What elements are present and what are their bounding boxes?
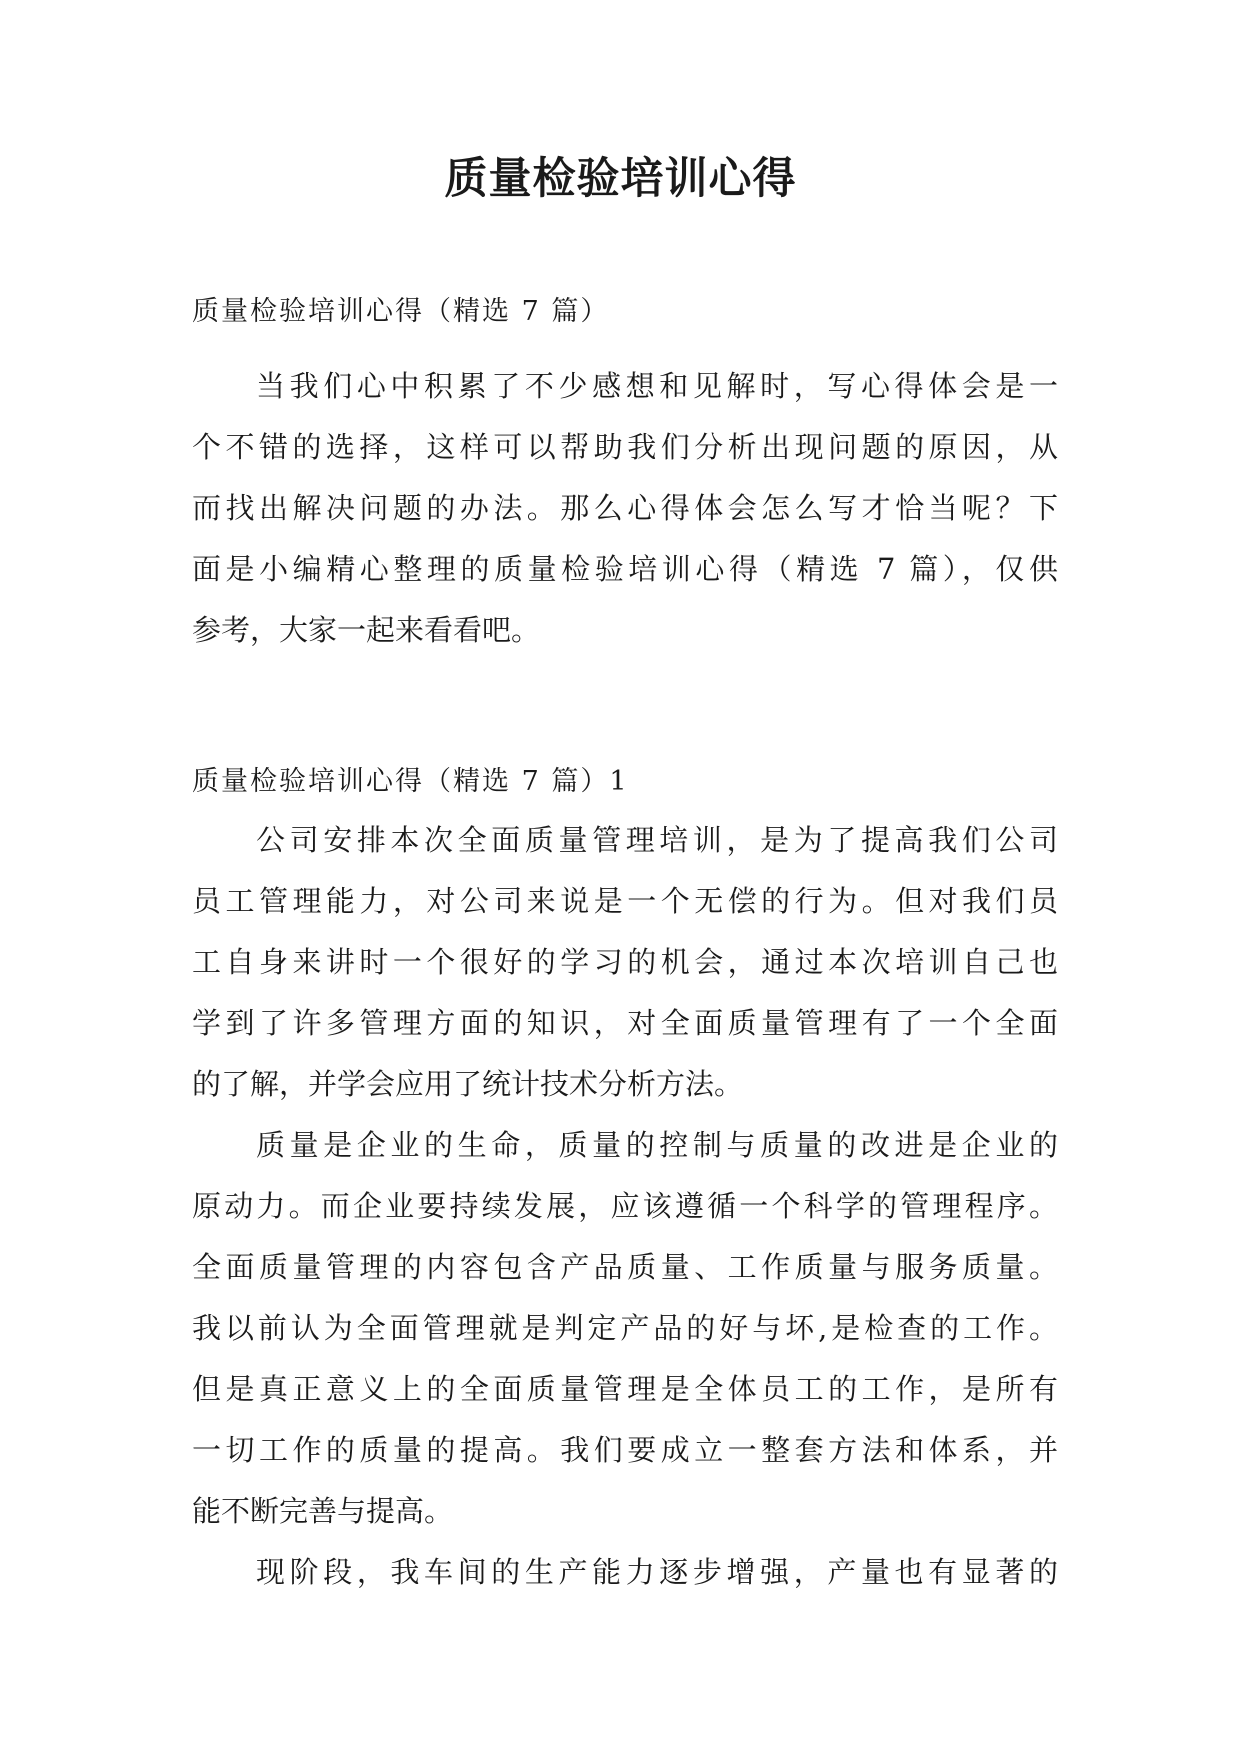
- intro-line: 面是小编精心整理的质量检验培训心得（精选 7 篇），仅供: [192, 552, 1058, 586]
- intro-paragraph: [192, 356, 1058, 661]
- intro-line: 参考，大家一起来看看吧。: [192, 613, 541, 647]
- document-subtitle: 质量检验培训心得（精选 7 篇）: [192, 296, 610, 327]
- paragraph-line: 但是真正意义上的全面质量管理是全体员工的工作，是所有: [192, 1372, 1058, 1406]
- paragraph-line: 员工管理能力，对公司来说是一个无偿的行为。但对我们员: [192, 884, 1058, 918]
- intro-line: 个不错的选择，这样可以帮助我们分析出现问题的原因，从: [192, 430, 1058, 464]
- intro-line: 而找出解决问题的办法。那么心得体会怎么写才恰当呢？下: [192, 491, 1058, 525]
- intro-line: 当我们心中积累了不少感想和见解时，写心得体会是一: [256, 369, 1058, 403]
- section-heading: 质量检验培训心得（精选 7 篇）1: [192, 766, 629, 797]
- paragraph-1: [192, 810, 1058, 1115]
- paragraph-line: 学到了许多管理方面的知识，对全面质量管理有了一个全面: [192, 1006, 1058, 1040]
- paragraph-line: 的了解，并学会应用了统计技术分析方法。: [192, 1067, 744, 1101]
- paragraph-line: 公司安排本次全面质量管理培训，是为了提高我们公司: [256, 823, 1058, 857]
- paragraph-line: 一切工作的质量的提高。我们要成立一整套方法和体系，并: [192, 1433, 1058, 1467]
- paragraph-line: 能不断完善与提高。: [192, 1494, 454, 1528]
- paragraph-line: 现阶段，我车间的生产能力逐步增强，产量也有显著的: [256, 1555, 1058, 1589]
- paragraph-line: 质量是企业的生命，质量的控制与质量的改进是企业的: [256, 1128, 1058, 1162]
- document-title: 质量检验培训心得: [444, 154, 797, 204]
- paragraph-line: 原动力。而企业要持续发展，应该遵循一个科学的管理程序。: [192, 1189, 1058, 1223]
- paragraph-line: 全面质量管理的内容包含产品质量、工作质量与服务质量。: [192, 1250, 1058, 1284]
- paragraph-3: [192, 1542, 1058, 1603]
- paragraph-line: 工自身来讲时一个很好的学习的机会，通过本次培训自己也: [192, 945, 1058, 979]
- paragraph-2: [192, 1115, 1058, 1542]
- paragraph-line: 我以前认为全面管理就是判定产品的好与坏,是检查的工作。: [192, 1311, 1058, 1345]
